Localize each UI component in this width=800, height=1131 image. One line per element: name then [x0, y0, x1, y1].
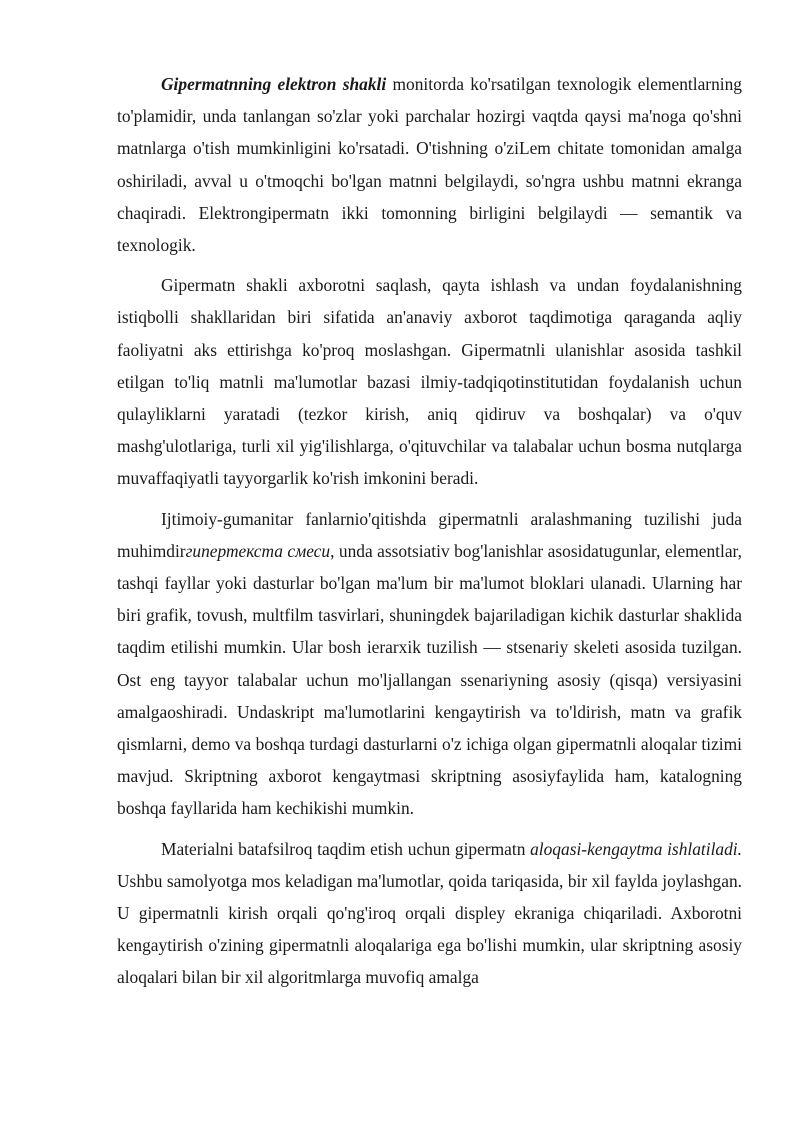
paragraph-1-text: monitorda ko'rsatilgan texnologik elementlarning to'plamidir, unda tanlangan so'zlar yoki parchalar hozirgi vaqtda qaysi ma'noga qo'shni matnlarga o'tish mumkinligini ko'rsatadi. O'tishning o'ziLem chitate tomonidan amalga oshiriladi, avval u o'tmoqchi bo'lgan matnni belgilaydi, so'ngra ushbu matnni ekranga chaqiradi. Elektrongipermatn ikki tomonning birligini belgilaydi — semantik va texnologik. — [117, 74, 742, 256]
term-gipermatnning-elektron-shakli: Gipermatnning elektron shakli — [161, 74, 387, 94]
paragraph-2-text: Gipermatn shakli axborotni saqlash, qayta ishlash va undan foydalanishning istiqbolli shakllaridan biri sifatida an'anaviy axborot taqdimotiga qaraganda aqliy faoliyatni aks ettirishga ko'proq moslashgan. Gipermatnli ulanishlar asosida tashkil etilgan to'liq matnli ma'lumotlar bazasi ilmiy-tadqiqotinstitutidan foydalanish uchun qulayliklarni yaratadi (tezkor kirish, aniq qidiruv va boshqalar) va o'quv mashg'ulotlariga, turli xil yig'ilishlarga, o'qituvchilar va talabalar uchun bosma nutqlarga muvaffaqiyatli tayyorgarlik ko'rish imkonini beradi. — [117, 275, 742, 489]
paragraph-2 — [117, 269, 742, 494]
paragraph-1 — [117, 68, 742, 261]
paragraph-3 — [117, 503, 742, 825]
paragraph-4 — [117, 833, 742, 994]
paragraph-3-text-a: Ijtimoiy-gumanitar fanlarnio'qitishda gipermatnli aralashmaning tuzilishi juda muhimdir — [117, 508, 742, 561]
paragraph-4-text-b: Ushbu samolyotga mos keladigan ma'lumotlar, qoida tariqasida, bir xil faylda joylashgan. U gipermatnli kirish orqali qo'ng'iroq orqali displey ekraniga chiqariladi. Axborotni kengaytirish o'zining gipermatnli aloqalariga ega bo'lishi mumkin, ular skriptning asosiy aloqalari bilan bir xil algoritmlarga muvofiq amalga — [117, 870, 742, 988]
document-page — [117, 68, 742, 1002]
paragraph-3-text-b: , unda assotsiativ bog'lanishlar asosidatugunlar, elementlar, tashqi fayllar yoki dasturlar bo'lgan ma'lum bir ma'lumot bloklari ulanadi. Ularning har biri grafik, tovush, multfilm tasvirlari, shuningdek bajariladigan kichik dasturlar shaklida taqdim etilishi mumkin. Ular bosh ierarxik tuzilish — stsenariy skeleti asosida tuzilgan. Ost eng tayyor talabalar uchun mo'ljallangan ssenariyning asosiy (qisqa) versiyasini amalgaoshiradi. Undaskript ma'lumotlarini kengaytirish va to'ldirish, matn va grafik qismlarni, demo va boshqa turdagi dasturlarni o'z ichiga olgan gipermatnli aloqalar tizimi mavjud. Skriptning axborot kengaytmasi skriptning asosiyfaylida ham, katalogning boshqa fayllarida ham kechikishi mumkin. — [117, 540, 742, 819]
paragraph-4-text-a: Materialni batafsilroq taqdim etish uchun gipermatn — [161, 838, 531, 859]
term-aloqasi-kengaytma: aloqasi-kengaytma ishlatiladi. — [530, 838, 742, 859]
term-gipertexta-smesi: гипертекста смеси — [185, 540, 331, 561]
